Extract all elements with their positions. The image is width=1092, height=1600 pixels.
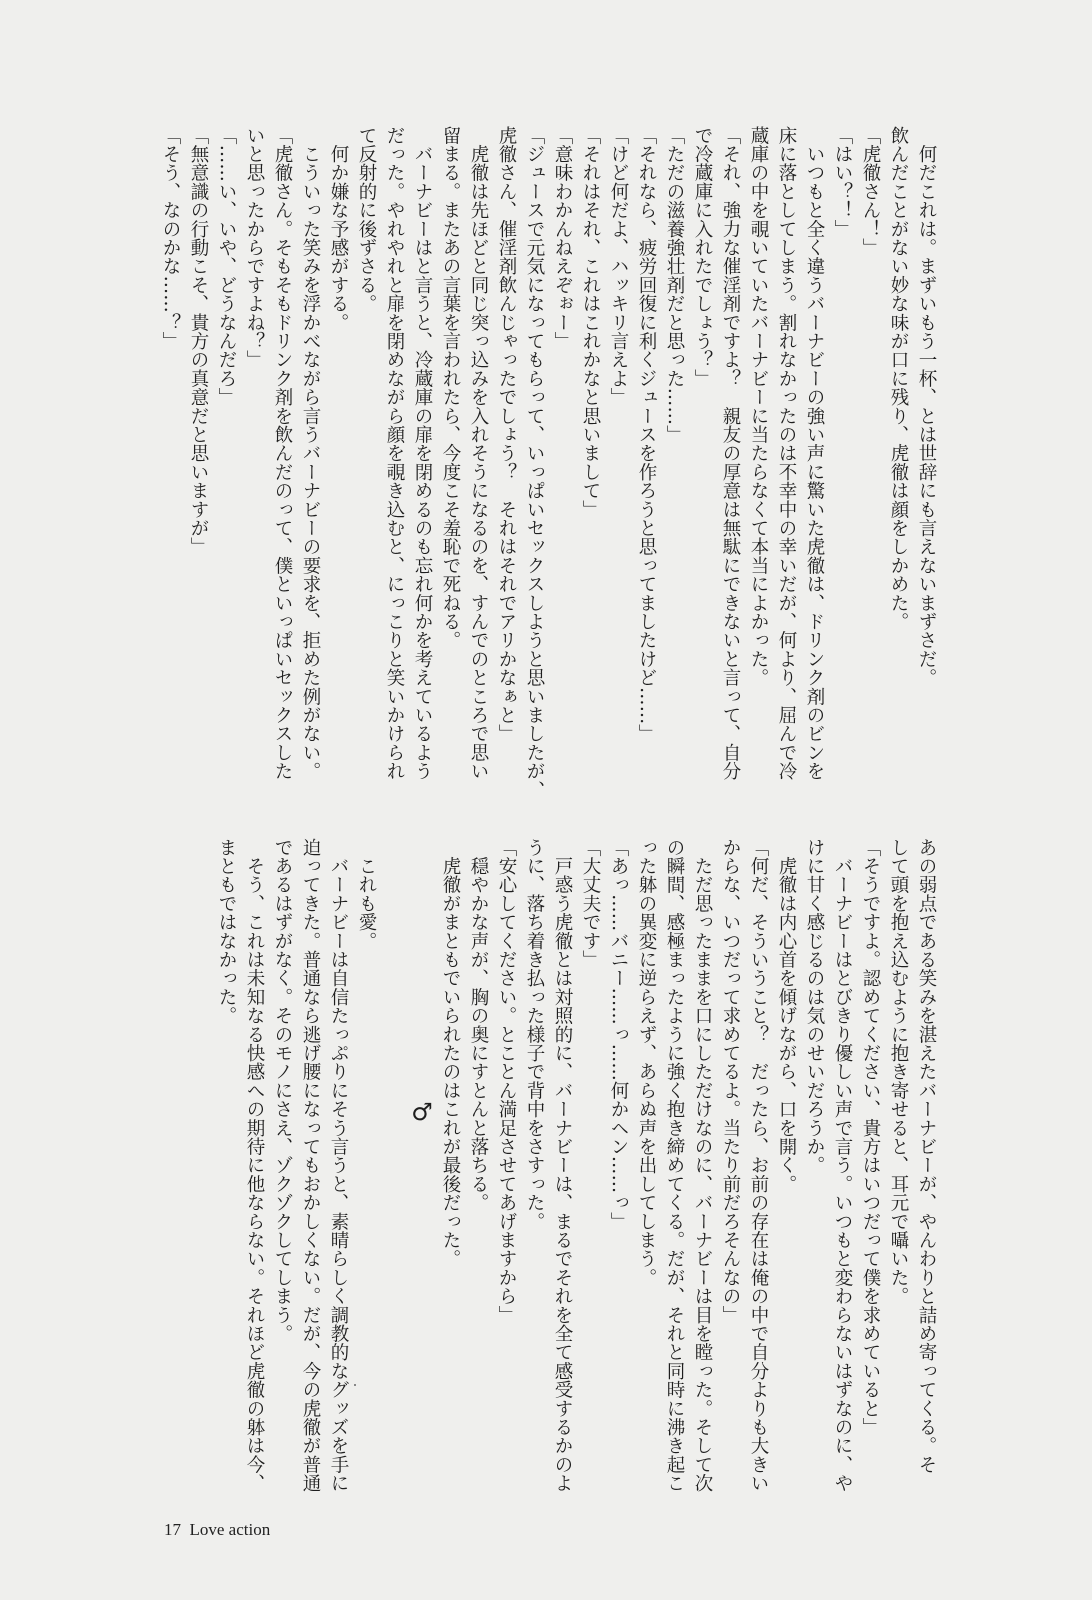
text-line: バーナビーは自信たっぷりにそう言うと、素晴らしく調教的なグッズを手に <box>328 838 349 1493</box>
text-line: 「……い、いや、どうなんだろ」 <box>216 126 237 407</box>
text-line: 飲んだことがない妙な味が口に残り、虎徹は顔をしかめた。 <box>888 126 909 631</box>
text-line: 何か嫌な予感がする。 <box>328 126 349 332</box>
text-line: 「虎徹さん。そもそもドリンク剤を飲んだのって、僕といっぱいセックスした <box>272 126 293 781</box>
scan-speck <box>354 1384 356 1386</box>
text-line: バーナビーはと言うと、冷蔵庫の扉を閉めるのも忘れ何かを考えているよう <box>412 126 433 781</box>
text-line: 何だこれは。まずいもう一杯、とは世辞にも言えないまずさだ。 <box>916 126 937 687</box>
page-number: 17 <box>164 1520 181 1539</box>
text-line: 「何だ、そういうこと？ だったら、お前の存在は俺の中で自分よりも大きい <box>748 838 769 1493</box>
text-line: で冷蔵庫に入れたでしょう？」 <box>692 126 713 388</box>
text-line: こういった笑みを浮かべながら言うバーナビーの要求を、拒めた例がない。 <box>300 126 321 781</box>
text-line: 「あっ……バニー……っ……何かヘン……っ」 <box>608 838 629 1231</box>
text-line: 「それはそれ、これはこれかなと思いまして」 <box>580 126 601 519</box>
text-line: 「ただの滋養強壮剤だと思った……」 <box>664 126 685 444</box>
text-line: して頭を抱え込むように抱き寄せると、耳元で囁いた。 <box>888 838 909 1306</box>
text-line: ただ思ったままを口にしただけなのに、バーナビーは目を瞠った。そして次 <box>692 838 713 1493</box>
text-line: て反射的に後ずさる。 <box>356 126 377 313</box>
page-footer <box>164 1520 270 1540</box>
text-column-bottom <box>175 838 940 1494</box>
text-line: 「安心してください。とことん満足させてあげますから」 <box>496 838 517 1325</box>
text-line: 迫ってきた。普通なら逃げ腰になってもおかしくない。だが、今の虎徹が普通 <box>300 838 321 1493</box>
text-line: けに甘く感じるのは気のせいだろうか。 <box>804 838 825 1175</box>
text-line: 「そう、なのかな……？」 <box>160 126 181 351</box>
text-line: 「大丈夫です」 <box>580 838 601 969</box>
text-line: 虎徹がまともでいられたのはこれが最後だった。 <box>440 838 461 1269</box>
text-line: 「それ、強力な催淫剤ですよ？ 親友の厚意は無駄にできないと言って、自分 <box>720 126 741 781</box>
text-line: 床に落としてしまう。割れなかったのは不幸中の幸いだが、何より、屈んで冷 <box>776 126 797 781</box>
text-line: これも愛。 <box>356 838 377 951</box>
text-line: 「虎徹さん！」 <box>860 126 881 257</box>
text-line: った躰の異変に逆らえず、あらぬ声を出してしまう。 <box>636 838 657 1287</box>
text-line: からな、いつだって求めてるよ。当たり前だろそんなの」 <box>720 838 741 1325</box>
text-line: 戸惑う虎徹とは対照的に、バーナビーは、まるでそれを全て感受するかのよ <box>552 838 573 1493</box>
text-line: 「それなら、疲労回復に利くジュースを作ろうと思ってましたけど……」 <box>636 126 657 744</box>
text-line: 蔵庫の中を覗いていたバーナビーに当たらなくて本当によかった。 <box>748 126 769 687</box>
text-column-top <box>160 126 940 800</box>
text-line: 「はい？！」 <box>832 126 853 239</box>
text-line: の瞬間、感極まったように強く抱き締めてくる。だが、それと同時に沸き起こ <box>664 838 685 1493</box>
text-line: いと思ったからですよね？」 <box>244 126 265 370</box>
text-line: 虎徹さん、催淫剤飲んじゃったでしょう？ それはそれでアリかなぁと」 <box>496 126 517 744</box>
book-title: Love action <box>189 1520 271 1539</box>
text-line: 虎徹は内心首を傾げながら、口を開く。 <box>776 838 797 1194</box>
text-line: 「意味わかんねえぞぉー」 <box>552 126 573 351</box>
text-line: そう、これは未知なる快感への期待に他ならない。それほど虎徹の躰は今、 <box>244 838 265 1493</box>
text-line: であるはずがなく。そのモノにさえ、ゾクゾクしてしまう。 <box>272 838 293 1343</box>
text-line: いつもと全く違うバーナビーの強い声に驚いた虎徹は、ドリンク剤のビンを <box>804 126 825 781</box>
text-line: だった。やれやれと扉を閉めながら顔を覗き込むと、にっこりと笑いかけられ <box>384 126 405 781</box>
text-line: 「無意識の行動こそ、貴方の真意だと思いますが」 <box>188 126 209 557</box>
text-line: あの弱点である笑みを湛えたバーナビーが、やんわりと詰め寄ってくる。そ <box>916 838 937 1474</box>
male-symbol-separator-icon: ♂ <box>408 1098 436 1127</box>
text-line: 「そうですよ。認めてください、貴方はいつだって僕を求めていると」 <box>860 838 881 1437</box>
text-line: バーナビーはとびきり優しい声で言う。いつもと変わらないはずなのに、や <box>832 838 853 1493</box>
text-line: 穏やかな声が、胸の奥にすとんと落ちる。 <box>468 838 489 1212</box>
text-line: まともではなかった。 <box>216 838 237 1025</box>
text-line: うに、落ち着き払った様子で背中をさすった。 <box>524 838 545 1231</box>
text-line: 虎徹は先ほどと同じ突っ込みを入れそうになるのを、すんでのところで思い <box>468 126 489 781</box>
text-line: 「ジュースで元気になってもらって、いっぱいセックスしようと思いましたが、 <box>524 126 545 800</box>
text-line: 留まる。またあの言葉を言われたら、今度こそ羞恥で死ねる。 <box>440 126 461 650</box>
text-line: 「けど何だよ、ハッキリ言えよ」 <box>608 126 629 407</box>
